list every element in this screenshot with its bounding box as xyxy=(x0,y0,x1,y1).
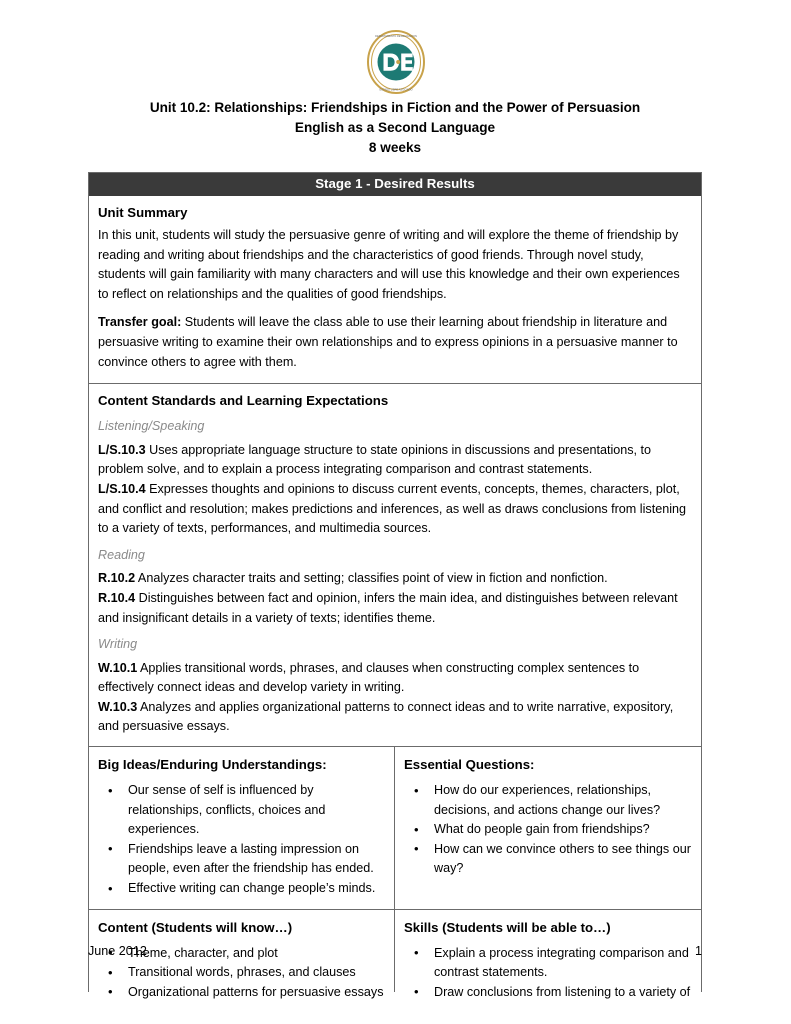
standard-item xyxy=(98,569,692,589)
list-item: • Explain a process integrating comparison and contrast statements. xyxy=(404,944,692,983)
unit-summary-section xyxy=(89,196,701,383)
big-ideas-cell xyxy=(89,747,395,909)
essential-questions-list xyxy=(404,781,692,879)
standard-item xyxy=(98,441,692,480)
standard-item xyxy=(98,659,692,698)
standard-code: L/S.10.4 xyxy=(98,481,146,496)
list-item: • Draw conclusions from listening to a variety of xyxy=(404,983,692,1003)
standard-item xyxy=(98,589,692,628)
content-standards-section xyxy=(89,383,701,746)
list-item: • Organizational patterns for persuasive essays xyxy=(98,983,385,1003)
list-item: • How can we convince others to see things our way? xyxy=(404,840,692,879)
standard-item xyxy=(98,480,692,539)
transfer-goal-label: Transfer goal: xyxy=(98,315,182,330)
standard-code: R.10.4 xyxy=(98,590,136,605)
list-item: • Theme, character, and plot xyxy=(98,944,385,964)
standard-code: R.10.2 xyxy=(98,571,136,586)
list-item: • How do our experiences, relationships, decisions, and actions change our lives? xyxy=(404,781,692,820)
unit-summary-heading: Unit Summary xyxy=(98,205,188,220)
content-heading: Content (Students will know…) xyxy=(98,919,293,935)
page-footer xyxy=(88,942,702,960)
logo-container xyxy=(0,28,791,101)
list-item: • Transitional words, phrases, and clauses xyxy=(98,963,385,983)
transfer-goal-text: Students will leave the class able to use their learning about friendship in literature and persuasive writing to examine their own relationships and to express opinions in a persuasive manner to convince others to agree with them. xyxy=(98,315,678,369)
standard-item xyxy=(98,698,692,737)
stage-header-bar: Stage 1 - Desired Results xyxy=(89,173,701,196)
standards-group-label-writing: Writing xyxy=(98,637,138,652)
footer-date: June 2012 xyxy=(88,944,147,958)
big-ideas-heading: Big Ideas/Enduring Understandings: xyxy=(98,757,327,773)
unit-summary-paragraph: In this unit, students will study the persuasive genre of writing and will explore the theme of friendship by reading and writing about friendships and the characteristics of good friends. Through novel study, students will gain familiarity with many characters and will use this knowledge and their own experiences to reflect on relationships and the qualities of good friendships. xyxy=(98,228,680,301)
standards-group-label-listening-speaking: Listening/Speaking xyxy=(98,419,205,434)
document-title-block xyxy=(88,98,702,158)
standard-text: Uses appropriate language structure to state opinions in discussions and presentations, to problem solve, and to explain a process integrating comparison and contrast statements. xyxy=(98,442,652,477)
standard-code: W.10.1 xyxy=(98,660,138,675)
duration-title: 8 weeks xyxy=(368,140,422,155)
svg-text:DEPARTAMENTO DE EDUCACION: DEPARTAMENTO DE EDUCACION xyxy=(374,35,417,39)
standard-text: Applies transitional words, phrases, and clauses when constructing complex sentences to effectively connect ideas and develop variety in writing. xyxy=(98,660,640,695)
unit-plan-table xyxy=(88,172,702,999)
skills-heading: Skills (Students will be able to…) xyxy=(404,919,611,935)
essential-questions-cell xyxy=(395,747,701,909)
standards-group-label-reading: Reading xyxy=(98,547,145,562)
standard-text: Expresses thoughts and opinions to discuss current events, concepts, themes, characters, plot, and conflict and resolution; makes predictions and inferences, as well as draws conclusions from listening to a variety of texts, performances, and multimedia sources. xyxy=(98,481,687,536)
footer-page-number: 1 xyxy=(694,944,702,958)
big-ideas-list xyxy=(98,781,385,899)
essential-questions-heading: Essential Questions: xyxy=(404,757,535,773)
de-seal-logo xyxy=(362,28,430,96)
list-item: • What do people gain from friendships? xyxy=(404,820,692,840)
standard-code: W.10.3 xyxy=(98,699,138,714)
big-ideas-questions-row xyxy=(89,746,701,909)
content-standards-heading: Content Standards and Learning Expectations xyxy=(98,393,389,409)
list-item: • Friendships leave a lasting impression on people, even after the friendship has ended. xyxy=(98,840,385,879)
list-item: • Our sense of self is influenced by relationships, conflicts, choices and experiences. xyxy=(98,781,385,840)
transfer-goal-paragraph xyxy=(98,313,692,372)
unit-title: Unit 10.2: Relationships: Friendships in Fiction and the Power of Persuasion xyxy=(149,100,641,115)
standard-text: Distinguishes between fact and opinion, infers the main idea, and distinguishes between relevant and insignificant details in a variety of texts; identifies theme. xyxy=(98,590,678,625)
list-item: • Effective writing can change people’s minds. xyxy=(98,879,385,899)
standard-code: L/S.10.3 xyxy=(98,442,146,457)
subject-title: English as a Second Language xyxy=(294,120,496,135)
standard-text: Analyzes character traits and setting; classifies point of view in fiction and nonfiction. xyxy=(135,571,608,586)
svg-text:ESTADO LIBRE ASOCIADO: ESTADO LIBRE ASOCIADO xyxy=(379,88,412,92)
standard-text: Analyzes and applies organizational patterns to connect ideas and to write narrative, expository, and persuasive essays. xyxy=(98,699,674,734)
